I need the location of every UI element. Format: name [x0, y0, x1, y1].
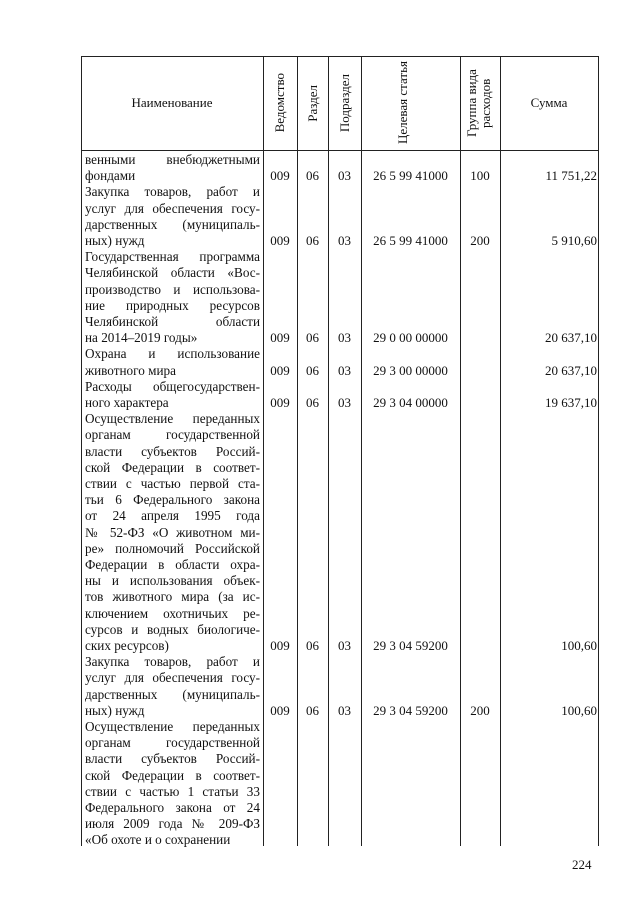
row-name-line: Расходы общегосударствен-: [85, 378, 260, 394]
row-name-line: ние природных ресурсов: [85, 297, 260, 313]
row-name-line: Осуществление переданных: [85, 411, 260, 427]
row-razdel: 06: [306, 330, 319, 346]
row-name-line: ствии с частью первой ста-: [85, 476, 260, 491]
header-vedomstvo-label: Ведомство: [272, 73, 287, 133]
row-name-line: фондами: [85, 168, 136, 184]
header-bottom-border: [81, 150, 599, 151]
header-gruppa: [460, 56, 500, 150]
row-razdel: 06: [306, 637, 319, 653]
row-name: [85, 152, 260, 184]
header-celevaya-label: Целевая статья: [394, 61, 410, 145]
row-podrazdel: 03: [338, 232, 351, 248]
row-vedomstvo: 009: [270, 637, 290, 653]
row-name-line: дарственных (муниципаль-: [85, 216, 260, 232]
row-summa: 20 637,10: [545, 330, 597, 346]
row-gruppa: 200: [470, 702, 490, 718]
row-name: [85, 411, 260, 654]
row-name-line: органам государственной: [85, 735, 260, 751]
row-podrazdel: 03: [338, 168, 351, 184]
row-vedomstvo: 009: [270, 168, 290, 184]
row-summa: 20 637,10: [545, 362, 597, 378]
row-name: [85, 719, 260, 849]
budget-table: [81, 56, 599, 846]
row-name-line: ных) нужд: [85, 233, 145, 248]
row-razdel: 06: [306, 702, 319, 718]
row-summa: 100,60: [561, 702, 597, 718]
row-name-line: ны и использования объек-: [85, 573, 260, 589]
row-name-line: услуг для обеспечения госу-: [85, 670, 260, 686]
row-name-line: Осуществление переданных: [85, 719, 260, 734]
row-podrazdel: 03: [338, 702, 351, 718]
header-gruppa-label: Группа вида расходов: [464, 69, 493, 137]
row-name-line: Челябинской области: [85, 314, 260, 329]
row-name-line: ствии с частью 1 статьи 33: [85, 783, 260, 799]
header-vedomstvo: [263, 56, 297, 150]
row-podrazdel: 03: [338, 330, 351, 346]
row-gruppa: 200: [470, 232, 490, 248]
row-name-line: тов животного мира (за ис-: [85, 589, 260, 605]
row-gruppa: 100: [470, 168, 490, 184]
row-summa: 19 637,10: [545, 394, 597, 410]
row-name-line: власти субъектов Россий-: [85, 443, 260, 459]
header-podrazdel: [328, 56, 361, 150]
row-name-line: Государственная программа: [85, 249, 260, 265]
row-name-line: ре» полномочий Российской: [85, 540, 260, 556]
row-name-line: органам государственной: [85, 427, 260, 443]
row-podrazdel: 03: [338, 637, 351, 653]
row-name-line: ного характера: [85, 395, 169, 410]
column-divider: [81, 56, 82, 846]
row-name: [85, 249, 260, 346]
row-vedomstvo: 009: [270, 232, 290, 248]
row-razdel: 06: [306, 168, 319, 184]
row-celevaya: 29 3 00 00000: [373, 362, 448, 378]
row-podrazdel: 03: [338, 362, 351, 378]
row-name-line: тьи 6 Федерального закона: [85, 492, 260, 508]
row-celevaya: 29 3 04 59200: [373, 702, 448, 718]
row-name-line: ских ресурсов): [85, 638, 169, 654]
row-name-line: сурсов и водных биологиче-: [85, 621, 260, 637]
row-celevaya: 29 3 04 00000: [373, 394, 448, 410]
row-name-line: дарственных (муниципаль-: [85, 686, 260, 702]
row-summa: 5 910,60: [551, 232, 597, 248]
header-celevaya: [361, 56, 460, 150]
row-podrazdel: 03: [338, 394, 351, 410]
row-celevaya: 29 0 00 00000: [373, 330, 448, 346]
header-podrazdel-label: Подраздел: [336, 73, 352, 133]
header-summa-label: Сумма: [530, 95, 568, 110]
header-razdel-label: Раздел: [304, 84, 320, 122]
row-vedomstvo: 009: [270, 394, 290, 410]
row-name: [85, 346, 260, 378]
row-name-line: Закупка товаров, работ и: [85, 654, 260, 670]
row-name-line: Челябинской области «Вос-: [85, 265, 260, 281]
row-razdel: 06: [306, 232, 319, 248]
row-name-line: Федерации в области охра-: [85, 557, 260, 573]
row-name-line: № 52-ФЗ «О животном ми-: [85, 524, 260, 540]
row-name-line: ключением охотничьих ре-: [85, 605, 260, 621]
page-number: 224: [572, 857, 592, 872]
row-name-line: ской Федерации в соответ-: [85, 767, 260, 783]
row-summa: 11 751,22: [545, 168, 597, 184]
header-name-label: Наименование: [131, 95, 213, 110]
column-divider: [598, 56, 599, 846]
row-celevaya: 26 5 99 41000: [373, 168, 448, 184]
row-name: [85, 654, 260, 719]
row-name-line: июля 2009 года № 209-ФЗ: [85, 816, 260, 832]
row-name-line: ных) нужд: [85, 702, 145, 718]
row-celevaya: 26 5 99 41000: [373, 232, 448, 248]
row-name: [85, 379, 260, 411]
row-name-line: от 24 апреля 1995 года: [85, 508, 260, 524]
row-name-line: услуг для обеспечения госу-: [85, 200, 260, 216]
row-name-line: животного мира: [85, 362, 176, 378]
row-name-line: венными внебюджетными: [85, 152, 260, 167]
header-razdel: [297, 56, 328, 150]
row-name-line: ской Федерации в соответ-: [85, 459, 260, 475]
row-name: [85, 184, 260, 249]
row-name-line: «Об охоте и о сохранении: [85, 832, 231, 848]
row-name-line: Охрана и использование: [85, 346, 260, 362]
row-vedomstvo: 009: [270, 362, 290, 378]
row-name-line: на 2014–2019 годы»: [85, 330, 198, 346]
row-razdel: 06: [306, 394, 319, 410]
row-name-line: Закупка товаров, работ и: [85, 184, 260, 200]
row-vedomstvo: 009: [270, 702, 290, 718]
row-celevaya: 29 3 04 59200: [373, 637, 448, 653]
row-name-line: власти субъектов Россий-: [85, 751, 260, 767]
row-razdel: 06: [306, 362, 319, 378]
row-vedomstvo: 009: [270, 330, 290, 346]
row-name-line: производство и использова-: [85, 281, 260, 297]
row-summa: 100,60: [561, 637, 597, 653]
row-name-line: Федерального закона от 24: [85, 800, 260, 816]
header-name: [81, 56, 263, 150]
header-summa: [500, 56, 598, 150]
